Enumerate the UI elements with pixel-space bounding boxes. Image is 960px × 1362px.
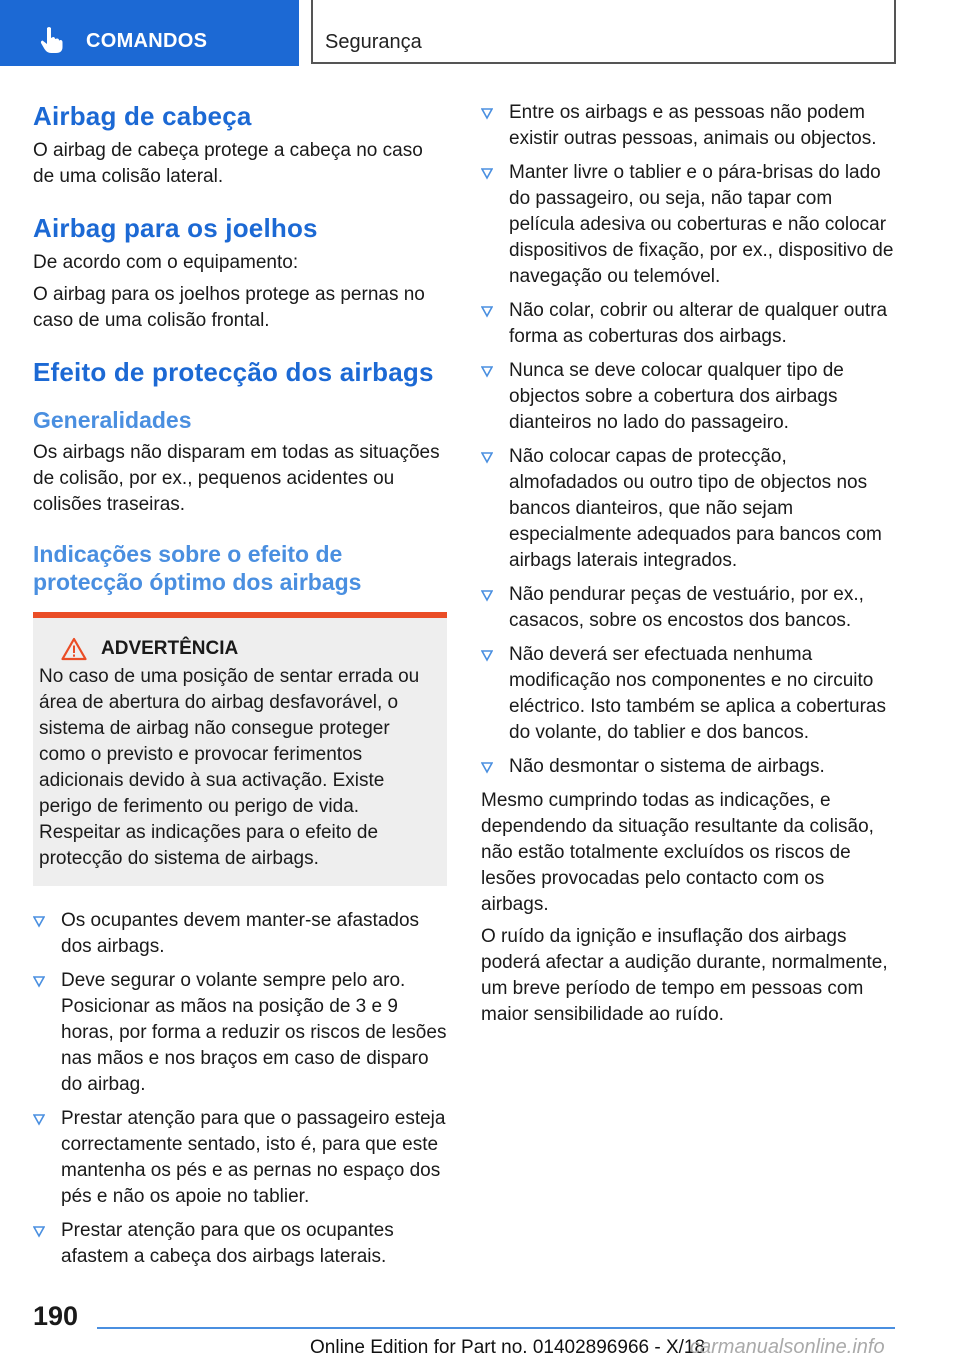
list-item: Não colar, cobrir ou alterar de qualquer outra forma as coberturas dos airbags. [481, 298, 897, 350]
triangle-bullet-icon [481, 168, 493, 180]
list-item: Nunca se deve colocar qualquer tipo de objectos sobre a cobertura dos airbags dianteiros no lado do passageiro. [481, 358, 897, 436]
heading-head-airbag: Airbag de cabeça [33, 101, 252, 131]
triangle-bullet-icon [33, 976, 45, 988]
triangle-bullet-icon [481, 306, 493, 318]
hand-pointer-icon [40, 26, 64, 54]
bullet-list-left [33, 908, 447, 1270]
list-item: Manter livre o tablier e o pára-brisas do lado do passageiro, ou seja, não tapar com película adesiva ou coberturas e não colocar dispositivos de fixação, por ex., dispositivo de navegação ou telemóvel. [481, 160, 897, 290]
header-divider-right [894, 0, 896, 64]
heading-protection-effect: Efeito de protecção dos airbags [33, 357, 434, 387]
triangle-bullet-icon [33, 916, 45, 928]
list-item: Não desmontar o sistema de airbags. [481, 754, 897, 780]
paragraph-residual-risk: Mesmo cumprindo todas as indicações, e dependendo da situação resultante da colisão, não estão totalmente excluídos os riscos de lesões provocadas pelo contacto com os airbags. [481, 790, 874, 915]
triangle-bullet-icon [33, 1226, 45, 1238]
triangle-bullet-icon [481, 452, 493, 464]
edition-text: Online Edition for Part no. 01402896966 - X/18 [310, 1337, 706, 1358]
triangle-bullet-icon [481, 650, 493, 662]
page-header [0, 0, 960, 66]
warning-triangle-icon [61, 637, 87, 661]
header-divider-left [311, 0, 313, 64]
triangle-bullet-icon [481, 762, 493, 774]
paragraph-knee-airbag: O airbag para os joelhos protege as pernas no caso de uma colisão frontal. [33, 284, 425, 331]
chapter-title: Segurança [325, 31, 422, 53]
section-tab [0, 0, 299, 66]
triangle-bullet-icon [481, 366, 493, 378]
subheading-general: Generalidades [33, 407, 192, 433]
triangle-bullet-icon [481, 108, 493, 120]
paragraph-noise: O ruído da ignição e insuflação dos airbags poderá afectar a audição durante, normalmente, um breve período de tempo em pessoas com maior sensibilidade ao ruído. [481, 926, 888, 1025]
list-item: Prestar atenção para que os ocupantes afastem a cabeça dos airbags laterais. [33, 1218, 447, 1270]
list-item: Não pendurar peças de vestuário, por ex., casacos, sobre os encostos dos bancos. [481, 582, 897, 634]
triangle-bullet-icon [33, 1114, 45, 1126]
paragraph-general: Os airbags não disparam em todas as situações de colisão, por ex., pequenos acidentes ou colisões traseiras. [33, 442, 440, 515]
watermark-text: carmanualsonline.info [690, 1336, 885, 1358]
left-column [33, 100, 447, 1278]
paragraph-equipment: De acordo com o equipamento: [33, 252, 299, 273]
warning-box [33, 612, 447, 886]
warning-text: No caso de uma posição de sentar errada ou área de abertura do airbag desfavorável, o sistema de airbag não consegue proteger como o previsto e provocar ferimentos adicionais devido à sua activação. Existe perigo de ferimento ou perigo de vida. Respeitar as indicações para o efeito de protecção do sistema de airbags. [39, 666, 420, 869]
heading-knee-airbag: Airbag para os joelhos [33, 213, 318, 243]
subheading-optimal-effect: Indicações sobre o efeito de protecção óptimo dos airbags [33, 541, 362, 595]
warning-header [39, 636, 439, 662]
list-item: Não colocar capas de protecção, almofadados ou outro tipo de objectos nos bancos dianteiros, que não sejam especialmente adequados para bancos com airbags laterais integrados. [481, 444, 897, 574]
list-item: Deve segurar o volante sempre pelo aro. Posicionar as mãos na posição de 3 e 9 horas, por forma a reduzir os riscos de lesões nas mãos e nos braços em caso de disparo do airbag. [33, 968, 447, 1098]
list-item: Prestar atenção para que o passageiro esteja correctamente sentado, isto é, para que este mantenha os pés e as pernas no espaço dos pés e não os apoie no tablier. [33, 1106, 447, 1210]
warning-title: ADVERTÊNCIA [101, 638, 239, 659]
bullet-list-right [481, 100, 897, 780]
footer-rule [97, 1327, 895, 1329]
triangle-bullet-icon [481, 590, 493, 602]
paragraph-head-airbag: O airbag de cabeça protege a cabeça no caso de uma colisão lateral. [33, 140, 423, 187]
header-underline [312, 62, 896, 64]
list-item: Não deverá ser efectuada nenhuma modificação nos componentes e no circuito eléctrico. Isto também se aplica a coberturas do volante, do tablier e dos bancos. [481, 642, 897, 746]
right-column [481, 100, 897, 1028]
list-item: Entre os airbags e as pessoas não podem existir outras pessoas, animais ou objectos. [481, 100, 897, 152]
section-label: COMANDOS [86, 30, 208, 52]
page-number: 190 [33, 1301, 79, 1331]
list-item: Os ocupantes devem manter-se afastados dos airbags. [33, 908, 447, 960]
